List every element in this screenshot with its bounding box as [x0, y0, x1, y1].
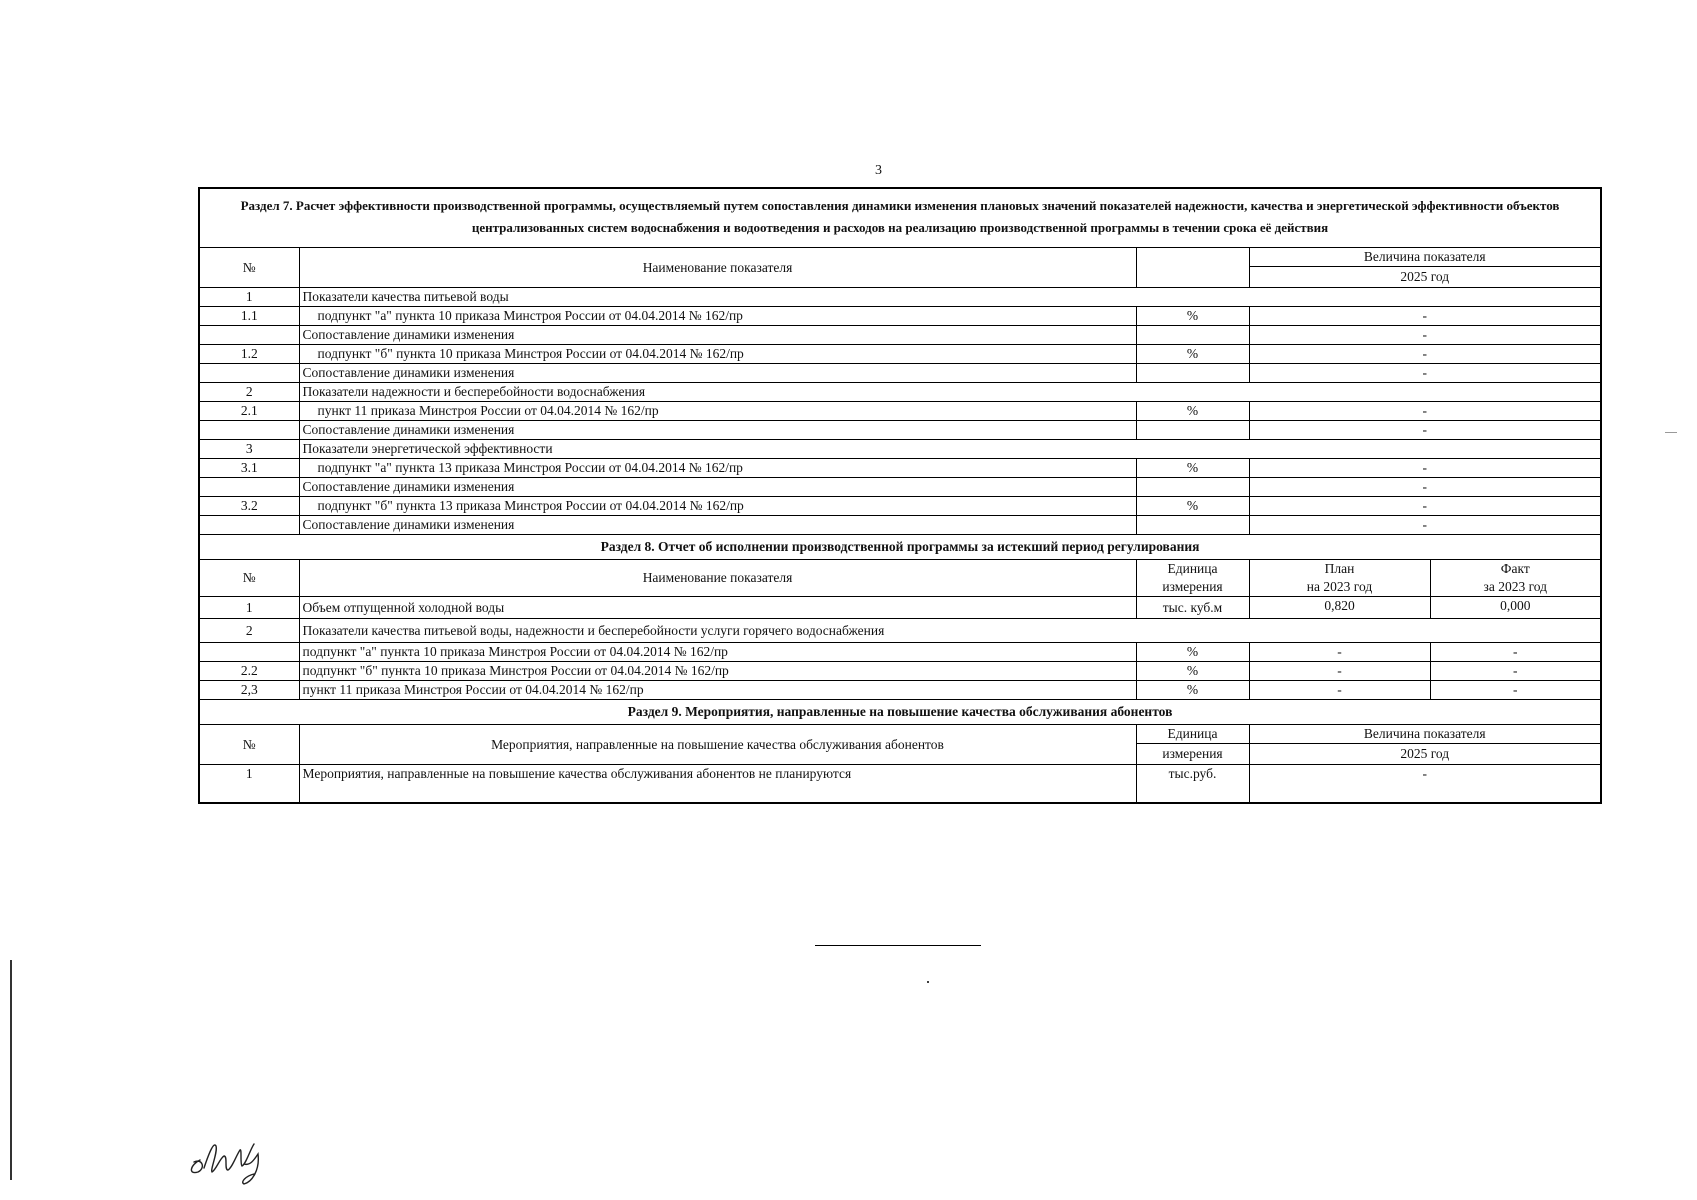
row-name: Мероприятия, направленные на повышение качества обслуживания абонентов не планируются — [299, 765, 1136, 803]
row-name: пункт 11 приказа Минстроя России от 04.04.2014 № 162/пр — [299, 681, 1136, 700]
row-fact: - — [1430, 681, 1601, 700]
row-plan: - — [1249, 662, 1430, 681]
signature-line — [815, 945, 981, 946]
table-row — [199, 326, 1601, 345]
row-num: 2 — [199, 383, 299, 402]
row-num: 2 — [199, 619, 299, 643]
handwritten-signature-icon — [180, 1120, 280, 1190]
table-row — [199, 497, 1601, 516]
header-fact-line2: за 2023 год — [1483, 579, 1548, 594]
table-row — [199, 765, 1601, 803]
row-name: Сопоставление динамики изменения — [299, 326, 1136, 345]
header-num: № — [199, 725, 299, 765]
row-name: подпункт "б" пункта 10 приказа Минстроя России от 04.04.2014 № 162/пр — [299, 345, 1136, 364]
row-num — [199, 516, 299, 535]
scan-dot — [927, 981, 929, 983]
header-fact-line1: Факт — [1500, 561, 1530, 576]
header-name: Наименование показателя — [299, 560, 1136, 597]
row-value: - — [1249, 364, 1601, 383]
header-name: Наименование показателя — [299, 248, 1136, 288]
row-unit — [1136, 516, 1249, 535]
row-num: 3.1 — [199, 459, 299, 478]
header-plan-line1: План — [1324, 561, 1355, 576]
row-name: подпункт "а" пункта 10 приказа Минстроя России от 04.04.2014 № 162/пр — [299, 643, 1136, 662]
header-unit-line1: Единица — [1167, 561, 1218, 576]
row-unit: % — [1136, 681, 1249, 700]
section8-title: Раздел 8. Отчет об исполнении производственной программы за истекший период регулирования — [199, 535, 1601, 560]
row-num: 1.2 — [199, 345, 299, 364]
row-value: - — [1249, 421, 1601, 440]
row-num: 1 — [199, 288, 299, 307]
row-name: подпункт "б" пункта 13 приказа Минстроя России от 04.04.2014 № 162/пр — [299, 497, 1136, 516]
group-row — [199, 619, 1601, 643]
row-name: Объем отпущенной холодной воды — [299, 597, 1136, 619]
table-row — [199, 643, 1601, 662]
row-name: Сопоставление динамики изменения — [299, 478, 1136, 497]
row-fact: - — [1430, 662, 1601, 681]
row-num — [199, 326, 299, 345]
header-num: № — [199, 560, 299, 597]
row-num: 1 — [199, 765, 299, 803]
production-program-table — [198, 187, 1602, 804]
row-name: Сопоставление динамики изменения — [299, 516, 1136, 535]
row-unit: % — [1136, 402, 1249, 421]
header-year: 2025 год — [1249, 744, 1601, 765]
table-row — [199, 459, 1601, 478]
header-year: 2025 год — [1249, 267, 1601, 288]
row-unit: % — [1136, 497, 1249, 516]
section9-title-row — [199, 700, 1601, 725]
row-num: 2,3 — [199, 681, 299, 700]
row-num — [199, 643, 299, 662]
row-unit: тыс.руб. — [1136, 765, 1249, 803]
row-unit: % — [1136, 345, 1249, 364]
row-name: подпункт "а" пункта 10 приказа Минстроя России от 04.04.2014 № 162/пр — [299, 307, 1136, 326]
header-fact — [1430, 560, 1601, 597]
row-unit: % — [1136, 662, 1249, 681]
header-unit — [1136, 248, 1249, 288]
row-num: 1.1 — [199, 307, 299, 326]
row-value: - — [1249, 345, 1601, 364]
page-number: 3 — [875, 163, 882, 178]
table-row — [199, 345, 1601, 364]
table-row — [199, 662, 1601, 681]
section8-title-row — [199, 535, 1601, 560]
row-fact: - — [1430, 643, 1601, 662]
section7-body — [199, 288, 1601, 535]
row-group-name: Показатели качества питьевой воды — [299, 288, 1601, 307]
table-row — [199, 307, 1601, 326]
section8-header-row — [199, 560, 1601, 597]
header-unit-line1: Единица — [1136, 725, 1249, 744]
header-value-group: Величина показателя — [1249, 725, 1601, 744]
scan-mark — [1665, 432, 1677, 433]
header-unit-line2: измерения — [1136, 744, 1249, 765]
row-plan: - — [1249, 681, 1430, 700]
row-num — [199, 421, 299, 440]
header-unit — [1136, 560, 1249, 597]
header-plan — [1249, 560, 1430, 597]
section9-header-row-1 — [199, 725, 1601, 744]
header-value-group: Величина показателя — [1249, 248, 1601, 267]
row-value: - — [1249, 326, 1601, 345]
row-num — [199, 364, 299, 383]
row-name: Сопоставление динамики изменения — [299, 421, 1136, 440]
row-num: 3.2 — [199, 497, 299, 516]
row-value: - — [1249, 765, 1601, 803]
row-group-name: Показатели энергетической эффективности — [299, 440, 1601, 459]
table-row — [199, 597, 1601, 619]
row-num: 3 — [199, 440, 299, 459]
row-num — [199, 478, 299, 497]
row-fact: 0,000 — [1430, 597, 1601, 619]
row-plan: 0,820 — [1249, 597, 1430, 619]
table-row — [199, 402, 1601, 421]
group-row — [199, 440, 1601, 459]
row-unit: % — [1136, 643, 1249, 662]
section7-title: Раздел 7. Расчет эффективности производственной программы, осуществляемый путем сопоставления динамики изменения плановых значений показателей надежности, качества и энергетической эффективности объектов централизованных систем водоснабжения и водоотведения и расходов на реализацию производственной программы в течении срока её действия — [199, 188, 1601, 248]
row-group-name: Показатели надежности и бесперебойности водоснабжения — [299, 383, 1601, 402]
row-unit — [1136, 478, 1249, 497]
row-value: - — [1249, 402, 1601, 421]
table-row — [199, 364, 1601, 383]
row-value: - — [1249, 459, 1601, 478]
table-row — [199, 478, 1601, 497]
row-unit: % — [1136, 307, 1249, 326]
group-row — [199, 288, 1601, 307]
row-value: - — [1249, 307, 1601, 326]
row-plan: - — [1249, 643, 1430, 662]
row-num: 2.1 — [199, 402, 299, 421]
row-num: 1 — [199, 597, 299, 619]
row-unit — [1136, 364, 1249, 383]
row-group-name: Показатели качества питьевой воды, надежности и бесперебойности услуги горячего водоснабжения — [299, 619, 1601, 643]
header-num: № — [199, 248, 299, 288]
table-row — [199, 421, 1601, 440]
row-unit — [1136, 326, 1249, 345]
table-row — [199, 516, 1601, 535]
margin-line — [10, 960, 12, 1180]
section8-body — [199, 597, 1601, 700]
table-row — [199, 681, 1601, 700]
row-unit: тыс. куб.м — [1136, 597, 1249, 619]
row-name: Сопоставление динамики изменения — [299, 364, 1136, 383]
header-plan-line2: на 2023 год — [1306, 579, 1373, 594]
group-row — [199, 383, 1601, 402]
row-name: подпункт "а" пункта 13 приказа Минстроя России от 04.04.2014 № 162/пр — [299, 459, 1136, 478]
section7-header-row-1 — [199, 248, 1601, 267]
section7-title-row — [199, 188, 1601, 248]
row-name: пункт 11 приказа Минстроя России от 04.04.2014 № 162/пр — [299, 402, 1136, 421]
row-name: подпункт "б" пункта 10 приказа Минстроя России от 04.04.2014 № 162/пр — [299, 662, 1136, 681]
row-unit: % — [1136, 459, 1249, 478]
row-value: - — [1249, 516, 1601, 535]
section9-title: Раздел 9. Мероприятия, направленные на повышение качества обслуживания абонентов — [199, 700, 1601, 725]
row-unit — [1136, 421, 1249, 440]
row-num: 2.2 — [199, 662, 299, 681]
row-value: - — [1249, 478, 1601, 497]
row-value: - — [1249, 497, 1601, 516]
header-name: Мероприятия, направленные на повышение качества обслуживания абонентов — [299, 725, 1136, 765]
header-unit-line2: измерения — [1162, 579, 1223, 594]
